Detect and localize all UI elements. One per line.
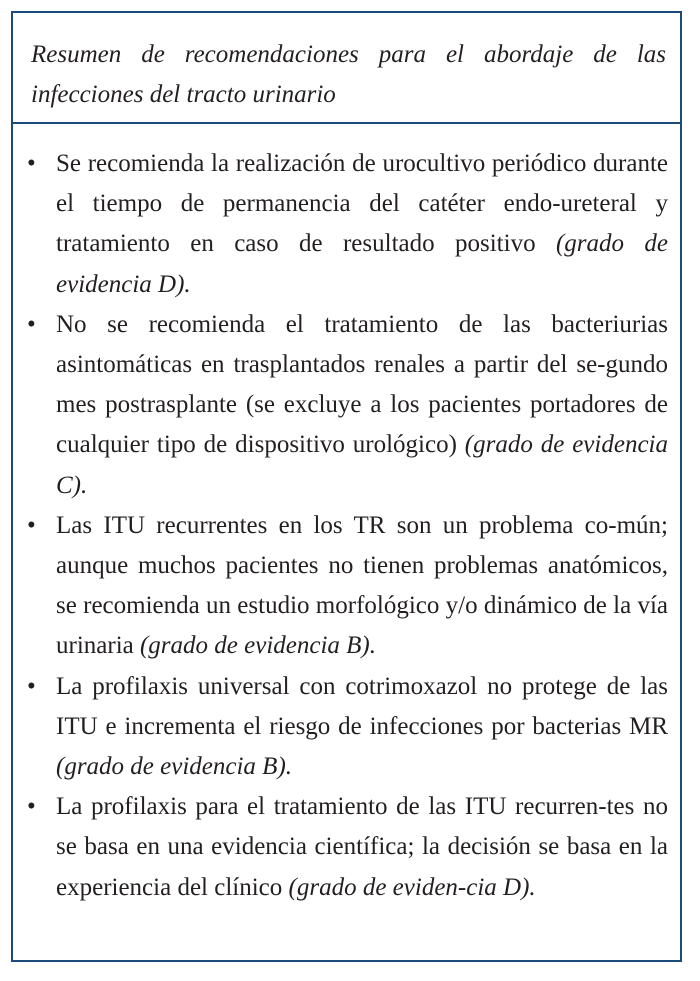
- list-item: [27, 305, 668, 506]
- bullet-icon: •: [27, 511, 36, 539]
- evidence-grade: (grado de evidencia B).: [139, 632, 377, 660]
- list-item: [27, 506, 668, 667]
- recommendations-box: [11, 11, 682, 962]
- evidence-grade: (grado de evidencia C).: [56, 431, 668, 499]
- box-header: [13, 13, 680, 124]
- item-text: Las ITU recurrentes en los TR son un problema co-mún; aunque muchos pacientes no tienen problemas anatómicos, se recomienda un estudio morfológico y/o dinámico de la vía urinaria: [56, 511, 668, 660]
- bullet-icon: •: [27, 672, 36, 700]
- item-text: Se recomienda la realización de urocultivo periódico durante el tiempo de permanencia del catéter endo-ureteral y tratamiento en caso de resultado positivo: [56, 150, 668, 258]
- evidence-grade: (grado de evidencia D).: [56, 230, 668, 298]
- evidence-grade: (grado de evidencia B).: [56, 753, 293, 781]
- list-item: [27, 144, 668, 305]
- item-text: La profilaxis universal con cotrimoxazol no protege de las ITU e incrementa el riesgo de infecciones por bacterias MR: [56, 672, 668, 740]
- evidence-grade: (grado de eviden-cia D).: [288, 873, 536, 901]
- box-title: Resumen de recomendaciones para el abordaje de las infecciones del tracto urinario: [31, 41, 666, 108]
- recommendations-list: [13, 124, 680, 908]
- bullet-icon: •: [27, 310, 36, 338]
- list-item: [27, 787, 668, 908]
- bullet-icon: •: [27, 150, 36, 177]
- item-text: No se recomienda el tratamiento de las bacteriurias asintomáticas en trasplantados renales a partir del se-gundo mes postrasplante (se excluye a los pacientes portadores de cualquier tipo de dispositivo urológico): [56, 310, 668, 459]
- bullet-icon: •: [27, 793, 36, 821]
- item-text: La profilaxis para el tratamiento de las ITU recurren-tes no se basa en una evidencia científica; la decisión se basa en la experiencia del clínico: [56, 793, 668, 901]
- list-item: [27, 667, 668, 788]
